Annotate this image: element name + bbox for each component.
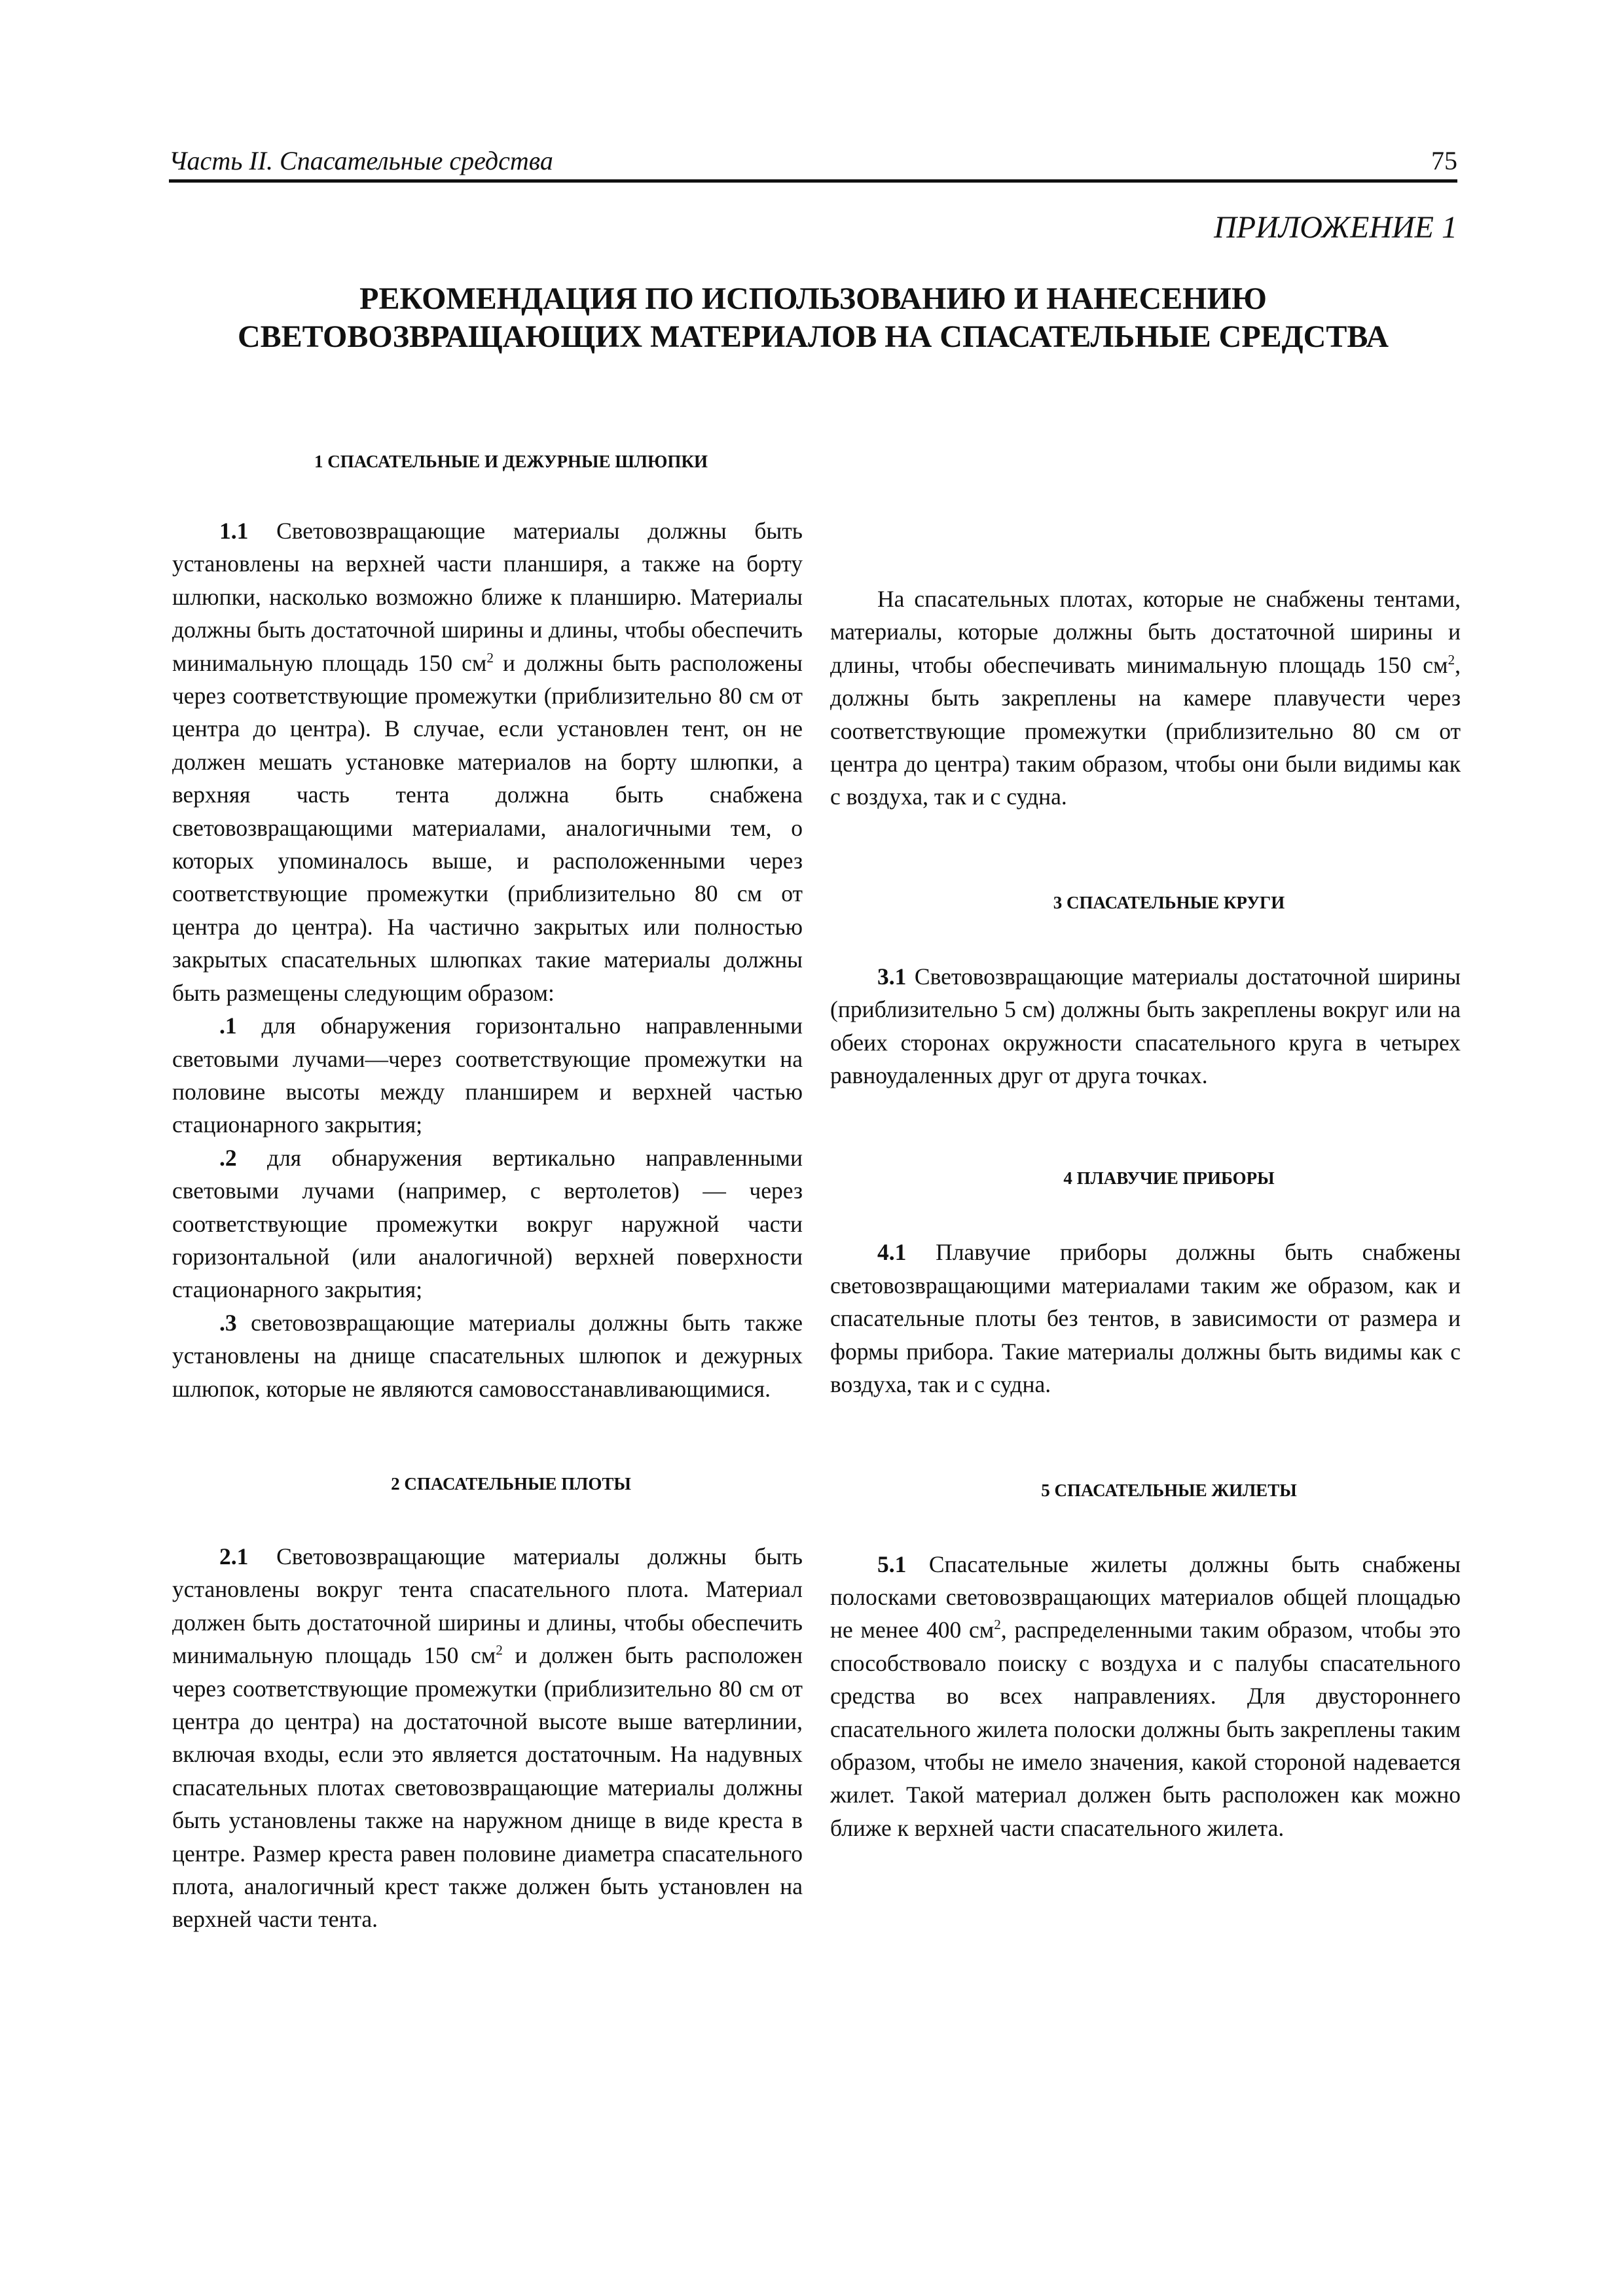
list-number: .1: [219, 1013, 237, 1039]
superscript: 2: [486, 649, 494, 666]
paragraph-number: 1.1: [219, 518, 249, 544]
paragraph-3-1: [830, 960, 1461, 1092]
list-item-1: [172, 1009, 803, 1141]
superscript: 2: [1448, 651, 1455, 668]
list-text: световозвращающие материалы должны быть также установлены на днище спасательных шлюпок и дежурных шлюпок, которые не являются самовосстанавливающимися.: [172, 1309, 803, 1402]
title-line-2: СВЕТОВОЗВРАЩАЮЩИХ МАТЕРИАЛОВ НА СПАСАТЕЛЬНЫЕ СРЕДСТВА: [237, 319, 1389, 354]
section-1-heading: 1 СПАСАТЕЛЬНЫЕ И ДЕЖУРНЫЕ ШЛЮПКИ: [314, 452, 708, 471]
document-title: [169, 280, 1457, 356]
list-text: для обнаружения горизонтально направленными световыми лучами—через соответствующие промежутки на половине высоты между планширем и верхней частью стационарного закрытия;: [172, 1013, 803, 1138]
appendix-label: ПРИЛОЖЕНИЕ 1: [1214, 210, 1457, 245]
section-2-heading: 2 СПАСАТЕЛЬНЫЕ ПЛОТЫ: [391, 1473, 631, 1494]
paragraph-text: и должен быть расположен через соответствующие промежутки (приблизительно 80 см от центра до центра) на достаточной высоте выше ватерлинии, включая входы, если это является достаточным. На надувных спасательных плотах световозвращающие материалы должны быть установлены также на наружном днище в виде креста в центре. Размер креста равен половине диаметра спасательного плота, аналогичный крест также должен быть установлен на верхней части тента.: [172, 1642, 803, 1933]
paragraph-text: На спасательных плотах, которые не снабжены тентами, материалы, которые должны быть достаточной ширины и длины, чтобы обеспечивать минимальную площадь 150 см: [830, 586, 1461, 678]
paragraph-text: Световозвращающие материалы должны быть установлены на верхней части планширя, а также на борту шлюпки, насколько возможно ближе к планширю. Материалы должны быть достаточной ширины и длины, чтобы обеспечить минимальную площадь 150 см: [172, 518, 803, 676]
paragraph-text: Плавучие приборы должны быть снабжены световозвращающими материалами таким же образом, как и спасательные плоты без тентов, в зависимости от размера и формы прибора. Такие материалы должны быть видимы как с воздуха, так и с судна.: [830, 1239, 1461, 1398]
section-4-heading: 4 ПЛАВУЧИЕ ПРИБОРЫ: [1063, 1168, 1275, 1189]
left-column: [172, 448, 803, 1936]
paragraph-number: 5.1: [877, 1551, 907, 1577]
list-number: .3: [219, 1309, 237, 1336]
paragraph-text: и должны быть расположены через соответствующие промежутки (приблизительно 80 см от центра до центра). В случае, если установлен тент, он не должен мешать установке материалов на борту шлюпки, а верхняя часть тента должна быть снабжена световозвращающими материалами, аналогичными тем, о которых упоминалось выше, и расположенными через соответствующие промежутки (приблизительно 80 см от центра до центра). На частично закрытых или полностью закрытых спасательных шлюпках такие материалы должны быть размещены следующим образом:: [172, 649, 803, 1006]
paragraph-number: 3.1: [877, 963, 907, 990]
paragraph-4-1: [830, 1236, 1461, 1401]
paragraph-text: , распределенными таким образом, чтобы это способствовало поиску с воздуха и с палубы спасательного средства во всех направлениях. Для двустороннего спасательного жилета полоски должны быть закреплены таким образом, чтобы не имело значения, какой стороной надевается жилет. Такой материал должен быть расположен как можно ближе к верхней части спасательного жилета.: [830, 1617, 1461, 1841]
section-3-heading: 3 СПАСАТЕЛЬНЫЕ КРУГИ: [1053, 892, 1285, 912]
paragraph-text: Световозвращающие материалы достаточной ширины (приблизительно 5 см) должны быть закреплены вокруг или на обеих сторонах окружности спасательного круга в четырех равноудаленных друг от друга точках.: [830, 963, 1461, 1089]
paragraph-text: Световозвращающие материалы должны быть установлены вокруг тента спасательного плота. Материал должен быть достаточной ширины и длины, чтобы обеспечить минимальную площадь 150 см: [172, 1543, 803, 1669]
paragraph-text: , должны быть закреплены на камере плавучести через соответствующие промежутки (приблизительно 80 см от центра до центра) таким образом, чтобы они были видимы как с воздуха, так и с судна.: [830, 651, 1461, 810]
right-column: [830, 433, 1461, 1844]
paragraph-1-1: [172, 514, 803, 1009]
paragraph-number: 4.1: [877, 1239, 907, 1266]
running-title: Часть II. Спасательные средства: [169, 146, 553, 175]
page-header: [169, 145, 1457, 183]
list-item-2: [172, 1141, 803, 1306]
list-text: для обнаружения вертикально направленными световыми лучами (например, с вертолетов) — через соответствующие промежутки вокруг наружной части горизонтальной (или аналогичной) верхней поверхности стационарного закрытия;: [172, 1144, 803, 1303]
paragraph-2-2: [830, 583, 1461, 814]
superscript: 2: [994, 1617, 1001, 1633]
paragraph-text: Спасательные жилеты должны быть снабжены полосками световозвращающих материалов общей площадью не менее 400 см: [830, 1551, 1461, 1643]
title-line-1: РЕКОМЕНДАЦИЯ ПО ИСПОЛЬЗОВАНИЮ И НАНЕСЕНИЮ: [359, 281, 1267, 316]
page-number: 75: [1431, 146, 1457, 175]
superscript: 2: [496, 1642, 503, 1659]
paragraph-2-1: [172, 1540, 803, 1936]
section-5-heading: 5 СПАСАТЕЛЬНЫЕ ЖИЛЕТЫ: [1041, 1480, 1297, 1500]
paragraph-5-1: [830, 1548, 1461, 1845]
list-number: .2: [219, 1144, 237, 1171]
list-item-3: [172, 1306, 803, 1405]
paragraph-number: 2.1: [219, 1543, 249, 1570]
